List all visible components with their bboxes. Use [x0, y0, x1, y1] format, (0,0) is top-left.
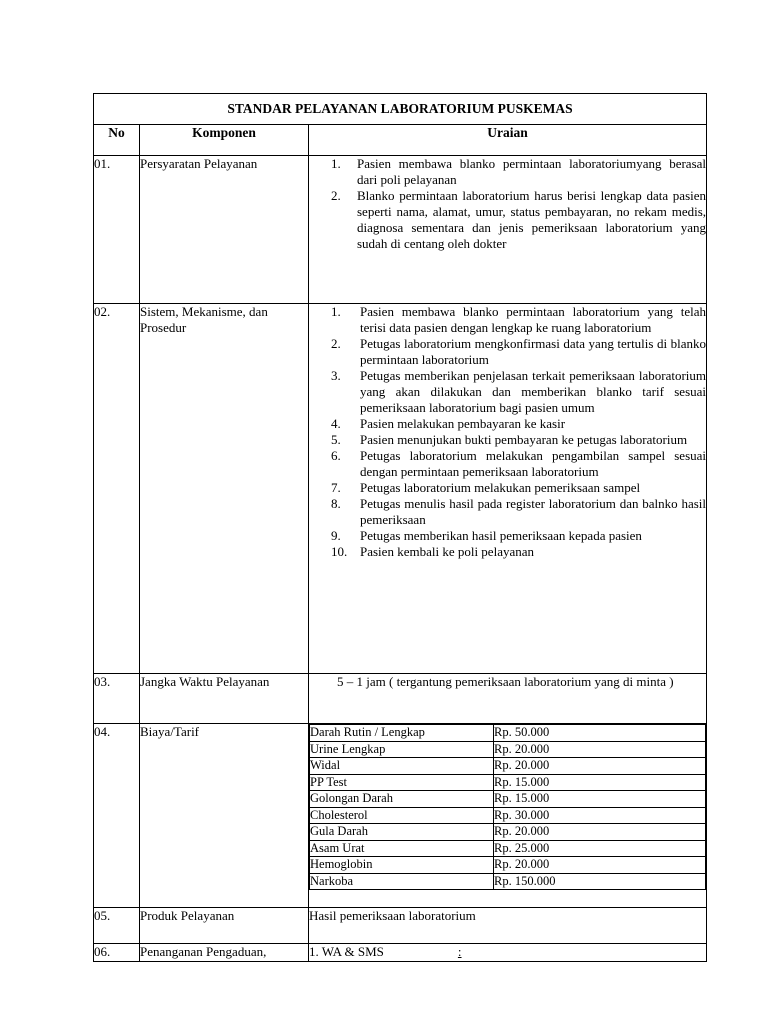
header-no: No — [94, 125, 140, 156]
row-uraian — [309, 944, 707, 962]
price-item-value: Rp. 20.000 — [494, 857, 706, 874]
complaint-item-number: 1. — [309, 944, 319, 959]
list-item-number: 1. — [331, 304, 341, 319]
list-item-number: 9. — [331, 528, 341, 543]
header-komponen: Komponen — [140, 125, 309, 156]
price-item-value: Rp. 20.000 — [494, 758, 706, 775]
price-item-value: Rp. 20.000 — [494, 741, 706, 758]
price-row — [310, 873, 706, 890]
row-number: 05. — [94, 908, 140, 944]
list-item — [309, 188, 706, 252]
price-row — [310, 774, 706, 791]
list-item — [309, 432, 706, 448]
row-komponen: Penanganan Pengaduan, — [140, 944, 309, 962]
list-item-number: 7. — [331, 480, 341, 495]
list-item-number: 3. — [331, 368, 341, 383]
list-item-text: Blanko permintaan laboratorium harus berisi lengkap data pasien seperti nama, alamat, umur, status pembayaran, no rekam medis, diagnosa sementara dan jenis pemeriksaan laboratorium yang sudah di centang oleh dokter — [357, 188, 707, 251]
table-row — [94, 724, 707, 908]
row-komponen: Produk Pelayanan — [140, 908, 309, 944]
price-item-name: Asam Urat — [310, 840, 494, 857]
row-number: 03. — [94, 674, 140, 724]
list-item-number: 2. — [331, 336, 341, 351]
row-komponen: Biaya/Tarif — [140, 724, 309, 908]
row-komponen: Persyaratan Pelayanan — [140, 156, 309, 304]
complaint-channel: WA & SMS — [321, 944, 384, 959]
price-row — [310, 758, 706, 775]
list-item-text: Petugas laboratorium melakukan pemeriksaan sampel — [360, 480, 641, 495]
list-item — [309, 480, 706, 496]
price-item-name: Darah Rutin / Lengkap — [310, 725, 494, 742]
procedure-list — [309, 304, 706, 560]
header-uraian: Uraian — [309, 125, 707, 156]
list-item — [309, 156, 706, 188]
list-item — [309, 544, 706, 560]
list-item-number: 1. — [331, 156, 341, 171]
requirements-list — [309, 156, 706, 252]
row-uraian — [309, 304, 707, 674]
list-item — [309, 336, 706, 368]
list-item — [309, 416, 706, 432]
price-item-value: Rp. 30.000 — [494, 807, 706, 824]
row-number: 06. — [94, 944, 140, 962]
list-item — [309, 368, 706, 416]
table-row — [94, 156, 707, 304]
row-uraian — [309, 724, 707, 908]
list-item-number: 10. — [331, 544, 348, 559]
row-number: 04. — [94, 724, 140, 908]
service-standard-table — [93, 93, 707, 962]
price-list — [309, 724, 706, 890]
price-item-name: Hemoglobin — [310, 857, 494, 874]
list-item-text: Pasien melakukan pembayaran ke kasir — [360, 416, 566, 431]
price-item-name: Cholesterol — [310, 807, 494, 824]
price-item-name: Golongan Darah — [310, 791, 494, 808]
row-uraian: 5 – 1 jam ( tergantung pemeriksaan laboratorium yang di minta ) — [309, 674, 707, 724]
row-uraian: Hasil pemeriksaan laboratorium — [309, 908, 707, 944]
price-item-name: Gula Darah — [310, 824, 494, 841]
price-item-name: Urine Lengkap — [310, 741, 494, 758]
list-item-text: Petugas menulis hasil pada register laboratorium dan balnko hasil pemeriksaan — [360, 496, 707, 527]
row-number: 01. — [94, 156, 140, 304]
price-row — [310, 741, 706, 758]
complaint-channel-value: : — [457, 944, 462, 959]
list-item-number: 5. — [331, 432, 341, 447]
table-title: STANDAR PELAYANAN LABORATORIUM PUSKEMAS — [94, 94, 707, 125]
price-row — [310, 725, 706, 742]
price-row — [310, 840, 706, 857]
list-item-text: Petugas laboratorium melakukan pengambilan sampel sesuai dengan permintaan pemeriksaan laboratorium — [360, 448, 707, 479]
list-item-text: Petugas laboratorium mengkonfirmasi data yang tertulis di blanko permintaan laboratorium — [360, 336, 707, 367]
price-item-name: PP Test — [310, 774, 494, 791]
table-row — [94, 944, 707, 962]
list-item-text: Pasien membawa blanko permintaan laboratoriumyang berasal dari poli pelayanan — [357, 156, 707, 187]
row-uraian — [309, 156, 707, 304]
list-item — [309, 448, 706, 480]
list-item — [309, 304, 706, 336]
table-row — [94, 674, 707, 724]
price-row — [310, 824, 706, 841]
list-item-text: Petugas memberikan penjelasan terkait pemeriksaan laboratorium yang akan dilakukan dan memberikan blanko tarif sesuai pemeriksaan laboratorium bagi pasien umum — [360, 368, 707, 415]
price-item-name: Widal — [310, 758, 494, 775]
price-item-name: Narkoba — [310, 873, 494, 890]
list-item-number: 6. — [331, 448, 341, 463]
list-item-text: Pasien kembali ke poli pelayanan — [360, 544, 535, 559]
price-item-value: Rp. 15.000 — [494, 791, 706, 808]
price-item-value: Rp. 150.000 — [494, 873, 706, 890]
list-item-text: Petugas memberikan hasil pemeriksaan kepada pasien — [360, 528, 642, 543]
table-header-row — [94, 125, 707, 156]
list-item — [309, 496, 706, 528]
row-komponen: Jangka Waktu Pelayanan — [140, 674, 309, 724]
list-item-number: 2. — [331, 188, 341, 203]
price-row — [310, 791, 706, 808]
price-row — [310, 807, 706, 824]
table-row — [94, 304, 707, 674]
list-item-number: 8. — [331, 496, 341, 511]
price-item-value: Rp. 20.000 — [494, 824, 706, 841]
row-number: 02. — [94, 304, 140, 674]
table-row — [94, 908, 707, 944]
list-item-text: Pasien menunjukan bukti pembayaran ke petugas laboratorium — [360, 432, 688, 447]
list-item-number: 4. — [331, 416, 341, 431]
price-item-value: Rp. 25.000 — [494, 840, 706, 857]
row-komponen: Sistem, Mekanisme, dan Prosedur — [140, 304, 309, 674]
list-item-text: Pasien membawa blanko permintaan laboratorium yang telah terisi data pasien dengan lengkap ke ruang laboratorium — [360, 304, 707, 335]
price-item-value: Rp. 50.000 — [494, 725, 706, 742]
price-item-value: Rp. 15.000 — [494, 774, 706, 791]
list-item — [309, 528, 706, 544]
price-row — [310, 857, 706, 874]
